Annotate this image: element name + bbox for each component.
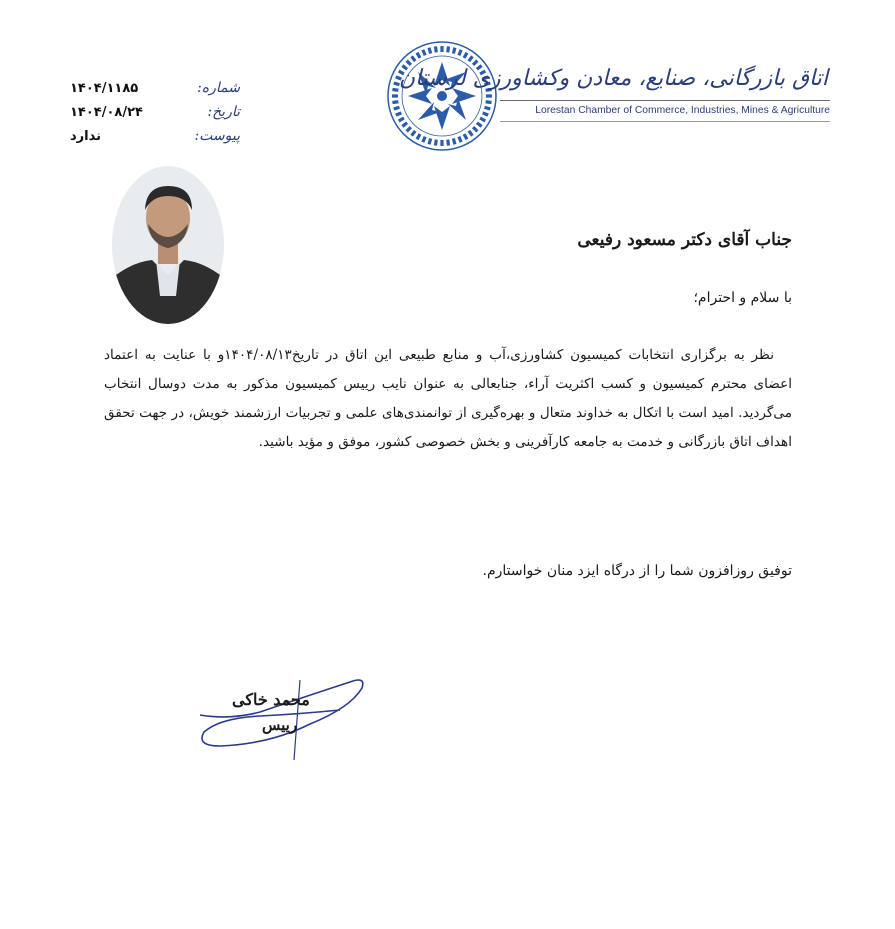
signatory-title: رییس [262,716,298,734]
letter-body: نظر به برگزاری انتخابات کمیسیون کشاورزی،آب و منابع طبیعی این اتاق در تاریخ۱۴۰۴/۰۸/۱۳و با عنایت به اعتماد اعضای محترم کمیسیون و کسب اکثریت آراء، جنابعالی به عنوان نایب رییس کمیسیون مذکور به مدت دوسال انتخاب می‌گردید. امید است با اتکال به خداوند متعال و بهره‌گیری از توانمندی‌های علمی و تجربیات ارزشمند خویش، در جهت تحقق اهداف اتاق بازرگانی و خدمت به جامعه کارآفرینی و بخش خصوصی کشور، موفق و مؤید باشید. [104,347,792,450]
header-divider [500,100,830,101]
signature-stroke-icon [190,660,380,770]
meta-date-value: ۱۴۰۴/۰۸/۲۴ [70,104,143,120]
closing-line: توفیق روزافزون شما را از درگاه ایزد منان خواستارم. [482,563,792,579]
portrait-photo-icon [112,166,224,324]
chamber-title-block [398,66,830,122]
meta-number-value: ۱۴۰۴/۱۱۸۵ [70,80,139,96]
signatory-name: محمد خاکی [232,690,310,709]
meta-date-row [70,100,240,124]
chamber-emblem-icon [386,40,498,152]
letter-meta [70,76,240,148]
greeting: با سلام و احترام؛ [693,290,792,306]
meta-date-label: تاریخ: [207,104,240,120]
chamber-name-fa: اتاق بازرگانی، صنایع، معادن وکشاورزی لرستان [398,66,828,91]
meta-number-row [70,76,240,100]
meta-attachment-label: پیوست: [194,128,240,144]
meta-number-label: شماره: [197,80,240,96]
addressee: جناب آقای دکتر مسعود رفیعی [577,230,792,250]
header-divider-2 [500,121,830,122]
meta-attachment-value: ندارد [70,128,102,144]
meta-attachment-row [70,124,240,148]
chamber-name-en: Lorestan Chamber of Commerce, Industries, Mines & Agriculture [535,105,830,116]
